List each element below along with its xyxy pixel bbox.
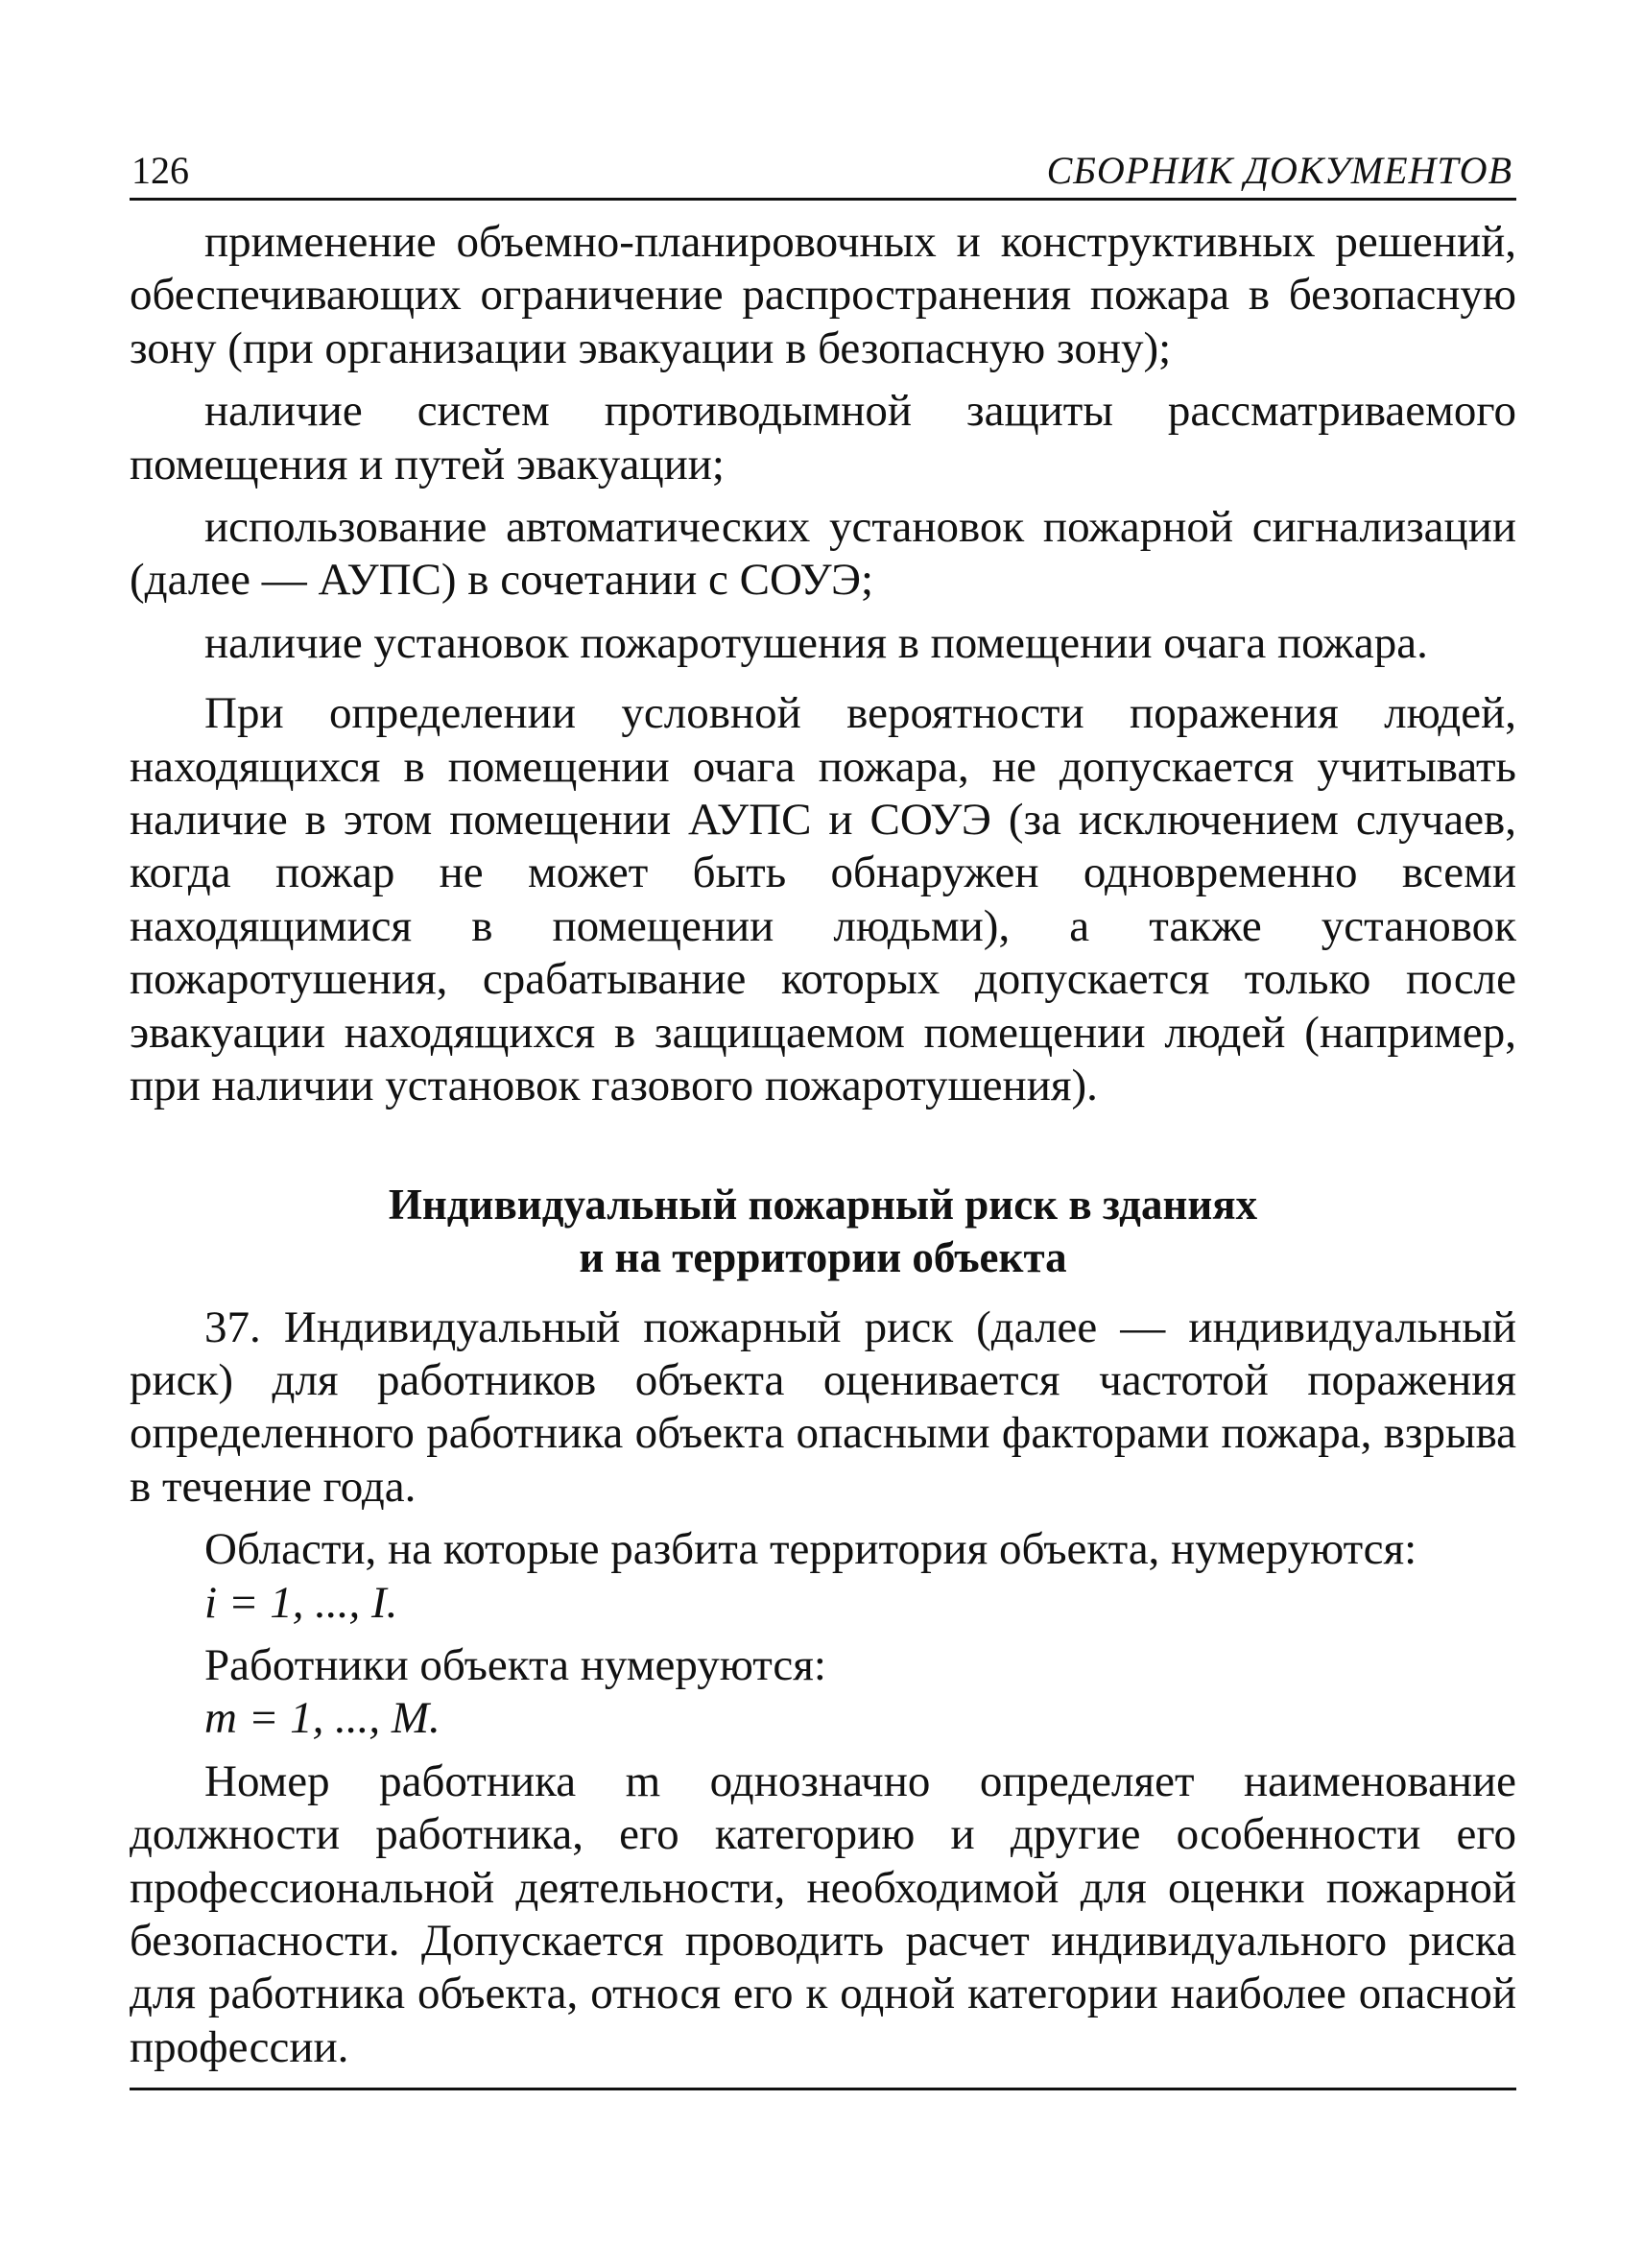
paragraph: 37. Индивидуальный пожарный риск (далее — индивидуальный риск) для работников объекта оценивается частотой поражения определенного работника объекта опасными факторами пожара, взрыва в течение года. <box>130 1301 1516 1512</box>
page-header <box>130 144 1516 201</box>
list-item: наличие систем противодымной защиты рассматриваемого помещения и путей эвакуации; <box>130 386 1516 489</box>
formula: m = 1, ..., M. <box>204 1693 441 1744</box>
body-text <box>130 216 1516 2074</box>
formula: i = 1, ..., I. <box>204 1577 398 1628</box>
section-heading-line: и на территории объекта <box>579 1232 1067 1281</box>
list-item: использование автоматических установок пожарной сигнализации (далее — АУПС) в сочетании с СОУЭ; <box>130 502 1516 606</box>
list-item: наличие установок пожаротушения в помещении очага пожара. <box>204 617 1428 668</box>
paragraph: Номер работника m однозначно определяет наименование должности работника, его категорию и другие особенности его профессиональной деятельности, необходимой для оценки пожарной безопасности. Допускается проводить расчет индивидуального риска для работника объекта, относя его к одной категории наиболее опасной профессии. <box>130 1755 1516 2072</box>
list-item: применение объемно-планировочных и конструктивных решений, обеспечивающих ограничение распространения пожара в безопасную зону (при организации эвакуации в безопасную зону); <box>130 217 1516 373</box>
section-heading-line: Индивидуальный пожарный риск в зданиях <box>388 1180 1258 1229</box>
paragraph: При определении условной вероятности поражения людей, находящихся в помещении очага пожара, не допускается учитывать наличие в этом помещении АУПС и СОУЭ (за исключением случаев, когда пожар не может быть обнаружен одновременно всеми находящимися в помещении людьми), а также установок пожаротушения, срабатывание которых допускается только после эвакуации находящихся в защищаемом помещении людей (например, при наличии установок газового пожаротушения). <box>130 688 1516 1111</box>
footer-rule <box>130 2088 1516 2090</box>
paragraph: Работники объекта нумеруются: <box>204 1639 826 1690</box>
section-heading <box>130 1179 1516 1284</box>
page-number: 126 <box>131 149 189 192</box>
running-title: СБОРНИК ДОКУМЕНТОВ <box>1046 149 1512 192</box>
paragraph: Области, на которые разбита территория объекта, нумеруются: <box>204 1524 1417 1575</box>
